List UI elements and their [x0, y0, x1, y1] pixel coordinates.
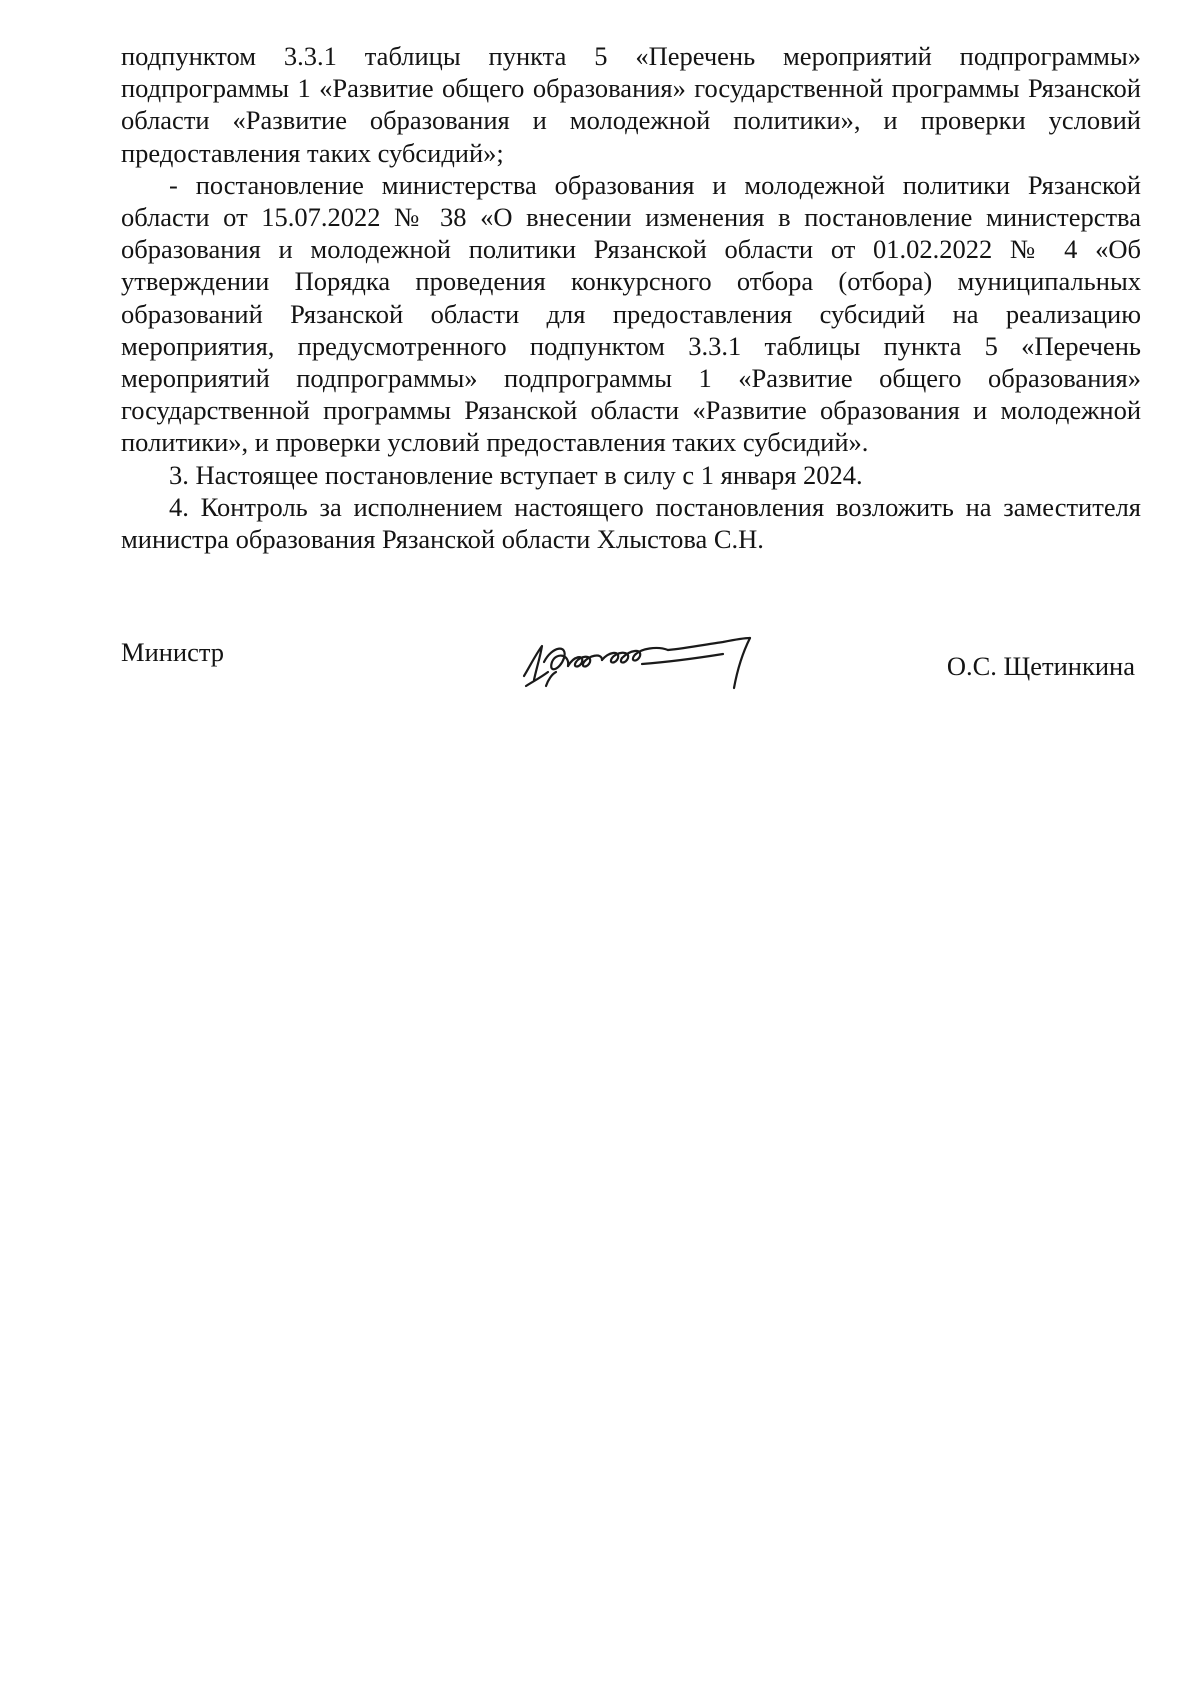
handwritten-signature-icon [518, 628, 788, 706]
paragraph-continuation: подпунктом 3.3.1 таблицы пункта 5 «Перечень мероприятий подпрограммы» подпрограммы 1 «Развитие общего образования» государственной программы Рязанской области «Развитие образования и молодежной политики», и проверки условий предоставления таких субсидий»; [121, 41, 1141, 168]
paragraph-resolution-38: - постановление министерства образования и молодежной политики Рязанской области от 15.07.2022 № 38 «О внесении изменения в постановление министерства образования и молодежной политики Рязанской области от 01.02.2022 № 4 «Об утверждении Порядка проведения конкурсного отбора (отбора) муниципальных образований Рязанской области для предоставления субсидий на реализацию мероприятия, предусмотренного подпунктом 3.3.1 таблицы пункта 5 «Перечень мероприятий подпрограммы» подпрограммы 1 «Развитие общего образования» государственной программы Рязанской области «Развитие образования и молодежной политики», и проверки условий предоставления таких субсидий». [121, 169, 1141, 458]
signer-name: О.С. Щетинкина [946, 651, 1135, 681]
paragraph-clause-4: 4. Контроль за исполнением настоящего постановления возложить на заместителя министра образования Рязанской области Хлыстова С.Н. [121, 491, 1141, 555]
signature-block [121, 628, 1141, 708]
paragraph-clause-3: 3. Настоящее постановление вступает в силу с 1 января 2024. [169, 459, 863, 490]
signer-position: Министр [121, 637, 225, 667]
document-body [121, 40, 1141, 555]
